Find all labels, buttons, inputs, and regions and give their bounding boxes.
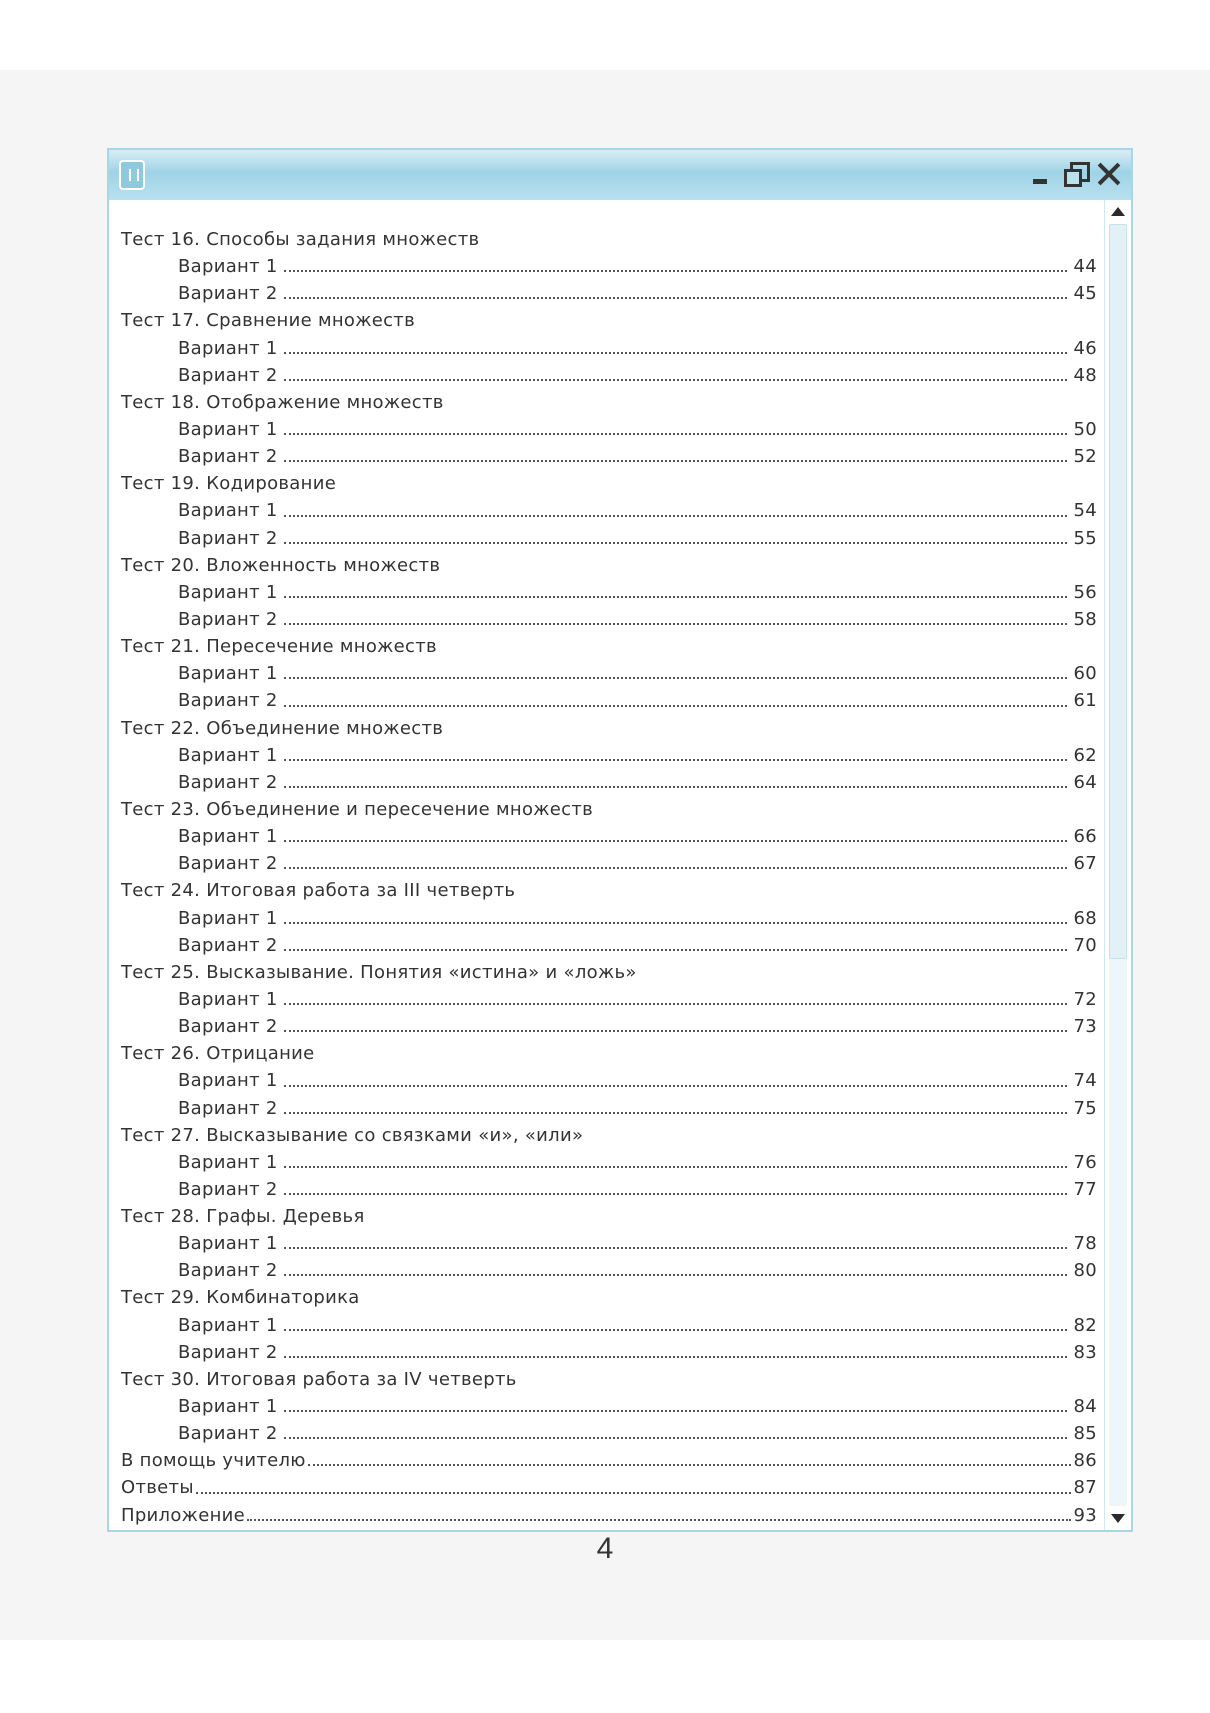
toc-page-number: 80 bbox=[1073, 1260, 1097, 1282]
toc-test-title: Тест 28. Графы. Деревья bbox=[121, 1206, 365, 1228]
toc-test-title: Тест 30. Итоговая работа за IV четверть bbox=[121, 1368, 517, 1390]
toc-page-number: 76 bbox=[1073, 1151, 1097, 1173]
toc-variant-row[interactable] bbox=[121, 497, 1097, 524]
toc-variant-label: Вариант 1 bbox=[178, 337, 278, 359]
toc-variant-row[interactable] bbox=[121, 579, 1097, 606]
dot-leader bbox=[308, 1463, 1072, 1466]
toc-variant-label: Вариант 1 bbox=[178, 1314, 278, 1336]
toc-page-number: 93 bbox=[1073, 1504, 1097, 1526]
toc-variant-row[interactable] bbox=[121, 253, 1097, 280]
scroll-down-arrow-icon[interactable] bbox=[1111, 1514, 1125, 1523]
dot-leader bbox=[284, 1192, 1068, 1195]
dot-leader bbox=[284, 704, 1068, 707]
toc-test-row[interactable] bbox=[121, 389, 1097, 416]
toc-page-number: 84 bbox=[1073, 1396, 1097, 1418]
toc-variant-row[interactable] bbox=[121, 525, 1097, 552]
toc-page-number: 72 bbox=[1073, 988, 1097, 1010]
toc-page-number: 83 bbox=[1073, 1341, 1097, 1363]
toc-variant-label: Вариант 2 bbox=[178, 1260, 278, 1282]
dot-leader bbox=[284, 758, 1068, 761]
dot-leader bbox=[284, 432, 1068, 435]
toc-variant-row[interactable] bbox=[121, 1095, 1097, 1122]
toc-page-number: 60 bbox=[1073, 663, 1097, 685]
toc-variant-row[interactable] bbox=[121, 335, 1097, 362]
toc-variant-label: Вариант 2 bbox=[178, 527, 278, 549]
toc-variant-row[interactable] bbox=[121, 1420, 1097, 1447]
toc-test-title: Тест 24. Итоговая работа за III четверть bbox=[121, 880, 516, 902]
toc-test-title: Тест 17. Сравнение множеств bbox=[121, 310, 415, 332]
toc-variant-label: Вариант 2 bbox=[178, 446, 278, 468]
toc-variant-label: Вариант 2 bbox=[178, 1097, 278, 1119]
dot-leader bbox=[247, 1518, 1071, 1521]
toc-variant-row[interactable] bbox=[121, 769, 1097, 796]
toc-variant-row[interactable] bbox=[121, 1257, 1097, 1284]
dot-leader bbox=[196, 1491, 1072, 1494]
toc-variant-label: Вариант 2 bbox=[178, 608, 278, 630]
dot-leader bbox=[284, 785, 1068, 788]
toc-variant-label: Вариант 1 bbox=[178, 1151, 278, 1173]
toc-variant-label: Вариант 2 bbox=[178, 283, 278, 305]
toc-variant-row[interactable] bbox=[121, 443, 1097, 470]
toc-variant-row[interactable] bbox=[121, 1149, 1097, 1176]
toc-variant-label: Вариант 1 bbox=[178, 1396, 278, 1418]
toc-variant-label: Вариант 1 bbox=[178, 500, 278, 522]
scroll-track[interactable] bbox=[1109, 224, 1127, 1506]
content-window bbox=[107, 148, 1133, 1532]
toc-variant-row[interactable] bbox=[121, 280, 1097, 307]
toc-variant-row[interactable] bbox=[121, 1339, 1097, 1366]
page-number: 4 bbox=[596, 1532, 614, 1565]
toc-page-number: 46 bbox=[1073, 337, 1097, 359]
dot-leader bbox=[284, 1084, 1068, 1087]
toc-test-title: Тест 18. Отображение множеств bbox=[121, 391, 444, 413]
toc-page-number: 70 bbox=[1073, 934, 1097, 956]
toc-test-title: Тест 29. Комбинаторика bbox=[121, 1287, 360, 1309]
toc-page-number: 48 bbox=[1073, 364, 1097, 386]
toc-variant-label: Вариант 1 bbox=[178, 663, 278, 685]
toc-page-number: 61 bbox=[1073, 690, 1097, 712]
toc-variant-row[interactable] bbox=[121, 687, 1097, 714]
scroll-thumb[interactable] bbox=[1109, 224, 1127, 959]
toc-test-title: Тест 25. Высказывание. Понятия «истина» и «ложь» bbox=[121, 961, 637, 983]
toc-page-number: 82 bbox=[1073, 1314, 1097, 1336]
toc-extra-label: Приложение bbox=[121, 1504, 246, 1526]
toc-test-row[interactable] bbox=[121, 552, 1097, 579]
dot-leader bbox=[284, 541, 1068, 544]
dot-leader bbox=[284, 1029, 1068, 1032]
toc-test-title: Тест 26. Отрицание bbox=[121, 1043, 315, 1065]
toc-page-number: 66 bbox=[1073, 826, 1097, 848]
dot-leader bbox=[284, 1436, 1068, 1439]
restore-icon[interactable] bbox=[1061, 158, 1089, 190]
toc-test-title: Тест 20. Вложенность множеств bbox=[121, 554, 441, 576]
toc-variant-row[interactable] bbox=[121, 932, 1097, 959]
toc-test-title: Тест 22. Объединение множеств bbox=[121, 717, 444, 739]
toc-variant-label: Вариант 1 bbox=[178, 581, 278, 603]
toc-variant-label: Вариант 2 bbox=[178, 934, 278, 956]
toc-variant-label: Вариант 1 bbox=[178, 907, 278, 929]
toc-variant-label: Вариант 2 bbox=[178, 853, 278, 875]
dot-leader bbox=[284, 1111, 1068, 1114]
toc-page-number: 62 bbox=[1073, 744, 1097, 766]
scroll-up-arrow-icon[interactable] bbox=[1111, 207, 1125, 216]
toc-test-row[interactable] bbox=[121, 307, 1097, 334]
toc-page-number: 64 bbox=[1073, 771, 1097, 793]
toc-variant-label: Вариант 1 bbox=[178, 1233, 278, 1255]
toc-test-title: Тест 23. Объединение и пересечение множеств bbox=[121, 798, 594, 820]
toc-variant-label: Вариант 2 bbox=[178, 1423, 278, 1445]
toc-page-number: 75 bbox=[1073, 1097, 1097, 1119]
toc-variant-row[interactable] bbox=[121, 905, 1097, 932]
dot-leader bbox=[284, 921, 1068, 924]
dot-leader bbox=[284, 378, 1068, 381]
toc-variant-row[interactable] bbox=[121, 1013, 1097, 1040]
dot-leader bbox=[284, 351, 1068, 354]
toc-test-title: Тест 27. Высказывание со связками «и», «или» bbox=[121, 1124, 584, 1146]
toc-variant-row[interactable] bbox=[121, 660, 1097, 687]
toc-page-number: 52 bbox=[1073, 446, 1097, 468]
toc-variant-row[interactable] bbox=[121, 742, 1097, 769]
dot-leader bbox=[284, 1165, 1068, 1168]
toc-page-number: 54 bbox=[1073, 500, 1097, 522]
toc-variant-label: Вариант 1 bbox=[178, 988, 278, 1010]
toc-test-row[interactable] bbox=[121, 633, 1097, 660]
toc-test-row[interactable] bbox=[121, 1203, 1097, 1230]
toc-variant-row[interactable] bbox=[121, 1393, 1097, 1420]
toc-variant-row[interactable] bbox=[121, 850, 1097, 877]
toc-variant-label: Вариант 1 bbox=[178, 826, 278, 848]
toc-page-number: 50 bbox=[1073, 418, 1097, 440]
toc-variant-row[interactable] bbox=[121, 1176, 1097, 1203]
toc-test-row[interactable] bbox=[121, 1040, 1097, 1067]
toc-variant-row[interactable] bbox=[121, 606, 1097, 633]
dot-leader bbox=[284, 595, 1068, 598]
dot-leader bbox=[284, 1409, 1068, 1412]
dot-leader bbox=[284, 1273, 1068, 1276]
toc-page-number: 86 bbox=[1073, 1450, 1097, 1472]
toc-test-row[interactable] bbox=[121, 877, 1097, 904]
dot-leader bbox=[284, 676, 1068, 679]
toc-test-row[interactable] bbox=[121, 1284, 1097, 1311]
dot-leader bbox=[284, 514, 1068, 517]
dot-leader bbox=[284, 622, 1068, 625]
toc-variant-row[interactable] bbox=[121, 1312, 1097, 1339]
toc-test-row[interactable] bbox=[121, 959, 1097, 986]
toc-extra-row[interactable] bbox=[121, 1502, 1097, 1529]
toc-variant-row[interactable] bbox=[121, 823, 1097, 850]
toc-test-title: Тест 16. Способы задания множеств bbox=[121, 229, 480, 250]
toc-page-number: 87 bbox=[1073, 1477, 1097, 1499]
dot-leader bbox=[284, 269, 1068, 272]
toc-test-row[interactable] bbox=[121, 796, 1097, 823]
dot-leader bbox=[284, 948, 1068, 951]
toc-variant-label: Вариант 2 bbox=[178, 1178, 278, 1200]
dot-leader bbox=[284, 1002, 1068, 1005]
dot-leader bbox=[284, 296, 1068, 299]
toc-extra-label: Ответы bbox=[121, 1477, 194, 1499]
toc-variant-label: Вариант 1 bbox=[178, 744, 278, 766]
toc-extra-row[interactable] bbox=[121, 1447, 1097, 1474]
window-titlebar[interactable] bbox=[109, 150, 1131, 200]
toc-page-number: 85 bbox=[1073, 1423, 1097, 1445]
toc-test-row[interactable] bbox=[121, 1366, 1097, 1393]
toc-page-number: 67 bbox=[1073, 853, 1097, 875]
vertical-scrollbar[interactable] bbox=[1104, 200, 1131, 1530]
dot-leader bbox=[284, 459, 1068, 462]
toc-test-row[interactable] bbox=[121, 715, 1097, 742]
toc-page-number: 58 bbox=[1073, 608, 1097, 630]
toc-page-number: 73 bbox=[1073, 1016, 1097, 1038]
toc-variant-label: Вариант 1 bbox=[178, 256, 278, 278]
toc-extra-row[interactable] bbox=[121, 1474, 1097, 1501]
toc-page-number: 68 bbox=[1073, 907, 1097, 929]
toc-variant-label: Вариант 2 bbox=[178, 1341, 278, 1363]
toc-page-number: 78 bbox=[1073, 1233, 1097, 1255]
toc-page-number: 56 bbox=[1073, 581, 1097, 603]
toc-variant-label: Вариант 2 bbox=[178, 1016, 278, 1038]
toc-variant-label: Вариант 2 bbox=[178, 771, 278, 793]
toc-page-number: 77 bbox=[1073, 1178, 1097, 1200]
toc-test-title: Тест 21. Пересечение множеств bbox=[121, 636, 437, 658]
window-controls bbox=[1027, 158, 1123, 190]
toc-test-row[interactable] bbox=[121, 1122, 1097, 1149]
app-icon bbox=[119, 160, 145, 190]
toc-page-number: 44 bbox=[1073, 256, 1097, 278]
toc-variant-label: Вариант 2 bbox=[178, 690, 278, 712]
toc-extra-label: В помощь учителю bbox=[121, 1450, 306, 1472]
dot-leader bbox=[284, 839, 1068, 842]
toc-variant-label: Вариант 1 bbox=[178, 418, 278, 440]
minimize-icon[interactable] bbox=[1027, 158, 1055, 190]
close-icon[interactable] bbox=[1095, 158, 1123, 190]
toc-variant-row[interactable] bbox=[121, 1067, 1097, 1094]
toc-test-title: Тест 19. Кодирование bbox=[121, 473, 337, 495]
toc-variant-row[interactable] bbox=[121, 986, 1097, 1013]
toc-test-row[interactable] bbox=[121, 226, 1097, 253]
toc-variant-label: Вариант 2 bbox=[178, 364, 278, 386]
toc-variant-label: Вариант 1 bbox=[178, 1070, 278, 1092]
dot-leader bbox=[284, 1328, 1068, 1331]
dot-leader bbox=[284, 866, 1068, 869]
toc-variant-row[interactable] bbox=[121, 416, 1097, 443]
dot-leader bbox=[284, 1246, 1068, 1249]
toc-variant-row[interactable] bbox=[121, 1230, 1097, 1257]
toc-variant-row[interactable] bbox=[121, 362, 1097, 389]
dot-leader bbox=[284, 1355, 1068, 1358]
toc-page-number: 45 bbox=[1073, 283, 1097, 305]
toc-test-row[interactable] bbox=[121, 470, 1097, 497]
table-of-contents bbox=[121, 226, 1097, 1529]
toc-page-number: 74 bbox=[1073, 1070, 1097, 1092]
toc-page-number: 55 bbox=[1073, 527, 1097, 549]
